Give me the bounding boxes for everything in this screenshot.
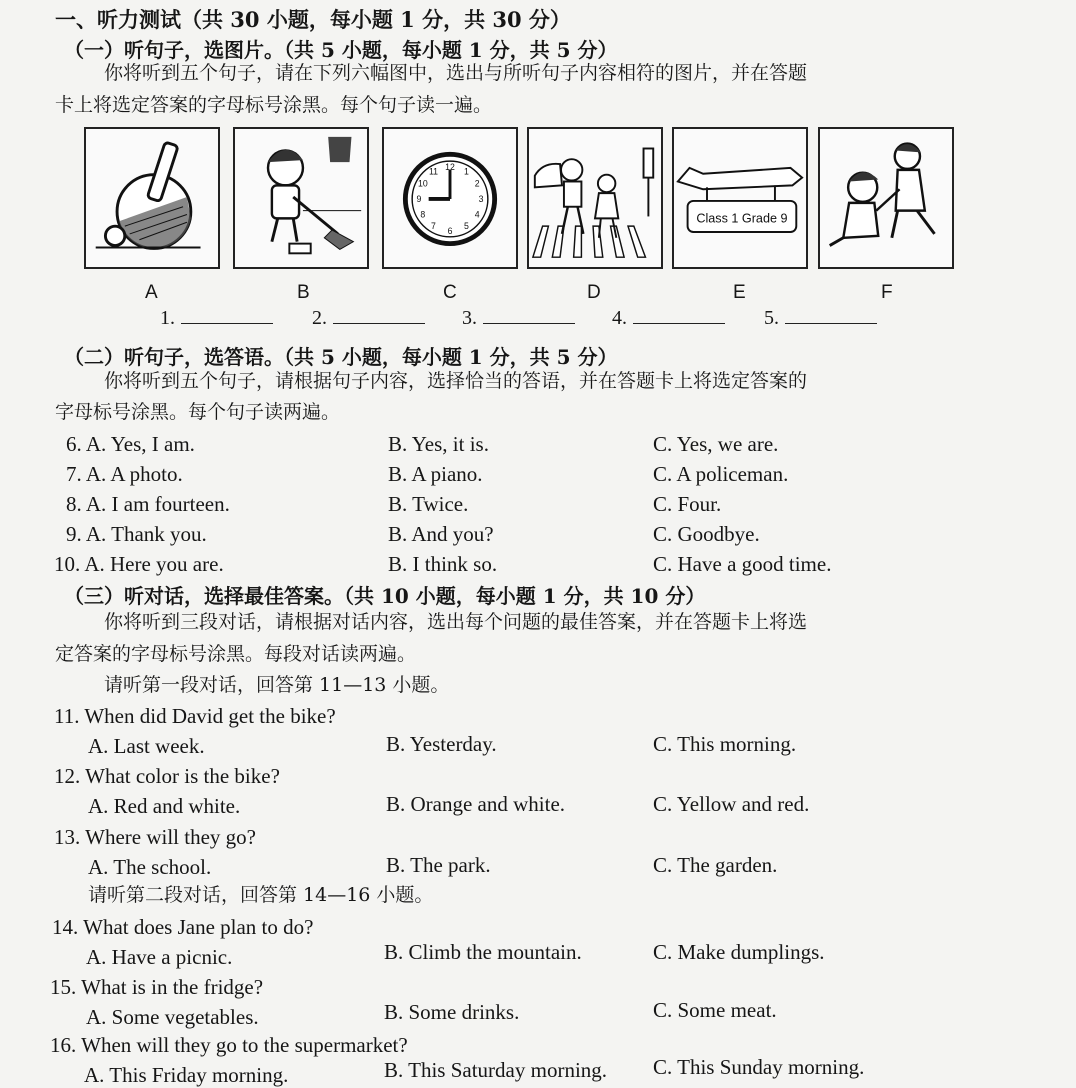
part2-instruction-line2: 字母标号涂黑。每个句子读两遍。 [55, 401, 341, 423]
svg-text:12: 12 [445, 161, 455, 172]
answer-blank-1[interactable]: 1. [160, 305, 273, 330]
picture-a [84, 127, 220, 269]
q9-option-a: 9. A. Thank you. [66, 522, 207, 546]
q8-option-c: C. Four. [653, 492, 722, 516]
part1-instruction-line1: 你将听到五个句子，请在下列六幅图中，选出与所听句子内容相符的图片，并在答题 [104, 62, 808, 84]
q15-option-a: A. Some vegetables. [86, 1005, 259, 1029]
picture-label-f: F [881, 282, 893, 303]
answer-blank-3[interactable]: 3. [462, 305, 575, 330]
q13-option-b: B. The park. [386, 853, 491, 877]
svg-text:1: 1 [464, 166, 469, 177]
picture-d [527, 127, 663, 269]
q7-option-c: C. A policeman. [653, 462, 789, 486]
picture-label-a: A [145, 282, 158, 303]
svg-text:3: 3 [478, 193, 484, 204]
svg-text:9: 9 [416, 193, 422, 204]
q16-question: 16. When will they go to the supermarket? [50, 1033, 408, 1057]
q15-option-c: C. Some meat. [653, 998, 777, 1022]
q9-option-c: C. Goodbye. [653, 522, 760, 546]
q7-option-a: 7. A. A photo. [66, 462, 183, 486]
q9-option-b: B. And you? [388, 522, 494, 546]
crosswalk-icon [529, 129, 661, 267]
picture-label-d: D [587, 282, 601, 303]
q6-option-a: 6. A. Yes, I am. [66, 432, 195, 456]
picture-label-c: C [443, 282, 457, 303]
q12-option-b: B. Orange and white. [386, 792, 566, 816]
q6-option-c: C. Yes, we are. [653, 432, 779, 456]
q13-option-a: A. The school. [88, 855, 212, 879]
picture-f [818, 127, 954, 269]
svg-text:6: 6 [447, 225, 453, 236]
q13-question: 13. Where will they go? [54, 825, 256, 849]
q14-option-b: B. Climb the mountain. [384, 940, 582, 964]
q14-question: 14. What does Jane plan to do? [52, 915, 314, 939]
section-title: 一、听力测试（共 30 小题，每小题 1 分，共 30 分） [55, 7, 571, 32]
part3-instruction-line1: 你将听到三段对话，请根据对话内容，选出每个问题的最佳答案，并在答题卡上将选 [104, 611, 808, 633]
svg-text:7: 7 [431, 221, 436, 232]
q11-option-c: C. This morning. [653, 732, 797, 756]
part1-instruction-line2: 卡上将选定答案的字母标号涂黑。每个句子读一遍。 [55, 94, 493, 116]
q11-option-b: B. Yesterday. [386, 732, 497, 756]
q16-option-a: A. This Friday morning. [84, 1063, 289, 1087]
picture-label-e: E [733, 282, 746, 303]
picture-c [382, 127, 518, 269]
q16-option-b: B. This Saturday morning. [384, 1058, 608, 1082]
svg-text:10: 10 [417, 178, 428, 189]
ping-pong-icon [86, 129, 218, 267]
dialogue2-note: 请听第二段对话，回答第 14—16 小题。 [88, 884, 434, 906]
answer-blank-4[interactable]: 4. [612, 305, 725, 330]
svg-text:5: 5 [464, 221, 469, 232]
q11-question: 11. When did David get the bike? [54, 704, 336, 728]
boy-sweeping-icon [235, 129, 367, 267]
q7-option-b: B. A piano. [388, 462, 483, 486]
q14-option-c: C. Make dumplings. [653, 940, 825, 964]
q12-question: 12. What color is the bike? [54, 764, 280, 788]
class-sign-icon [674, 129, 806, 267]
clock-icon [384, 129, 516, 267]
answer-blank-5[interactable]: 5. [764, 305, 877, 330]
part2-instruction-line1: 你将听到五个句子，请根据句子内容，选择恰当的答语，并在答题卡上将选定答案的 [104, 370, 808, 392]
q16-option-c: C. This Sunday morning. [653, 1055, 865, 1079]
q10-option-c: C. Have a good time. [653, 552, 832, 576]
svg-text:11: 11 [428, 166, 439, 177]
helping-person-icon [820, 129, 952, 267]
part1-title: （一）听句子，选图片。（共 5 小题，每小题 1 分，共 5 分） [64, 38, 618, 62]
svg-text:4: 4 [474, 209, 480, 220]
q11-option-a: A. Last week. [88, 734, 205, 758]
answer-blank-2[interactable]: 2. [312, 305, 425, 330]
picture-b [233, 127, 369, 269]
q13-option-c: C. The garden. [653, 853, 778, 877]
svg-text:8: 8 [420, 209, 426, 220]
q12-option-a: A. Red and white. [88, 794, 241, 818]
class-sign-text: Class 1 Grade 9 [696, 211, 788, 226]
q10-option-a: 10. A. Here you are. [54, 552, 224, 576]
part3-title: （三）听对话，选择最佳答案。（共 10 小题，每小题 1 分，共 10 分） [64, 584, 706, 608]
part2-title: （二）听句子，选答语。（共 5 小题，每小题 1 分，共 5 分） [64, 345, 618, 369]
part3-instruction-line2: 定答案的字母标号涂黑。每段对话读两遍。 [55, 643, 417, 665]
q8-option-a: 8. A. I am fourteen. [66, 492, 230, 516]
svg-text:2: 2 [474, 178, 480, 189]
q12-option-c: C. Yellow and red. [653, 792, 810, 816]
dialogue1-note: 请听第一段对话，回答第 11—13 小题。 [104, 674, 450, 696]
q6-option-b: B. Yes, it is. [388, 432, 489, 456]
q8-option-b: B. Twice. [388, 492, 469, 516]
picture-label-b: B [297, 282, 310, 303]
q10-option-b: B. I think so. [388, 552, 498, 576]
q14-option-a: A. Have a picnic. [86, 945, 233, 969]
picture-e [672, 127, 808, 269]
q15-question: 15. What is in the fridge? [50, 975, 264, 999]
q15-option-b: B. Some drinks. [384, 1000, 520, 1024]
